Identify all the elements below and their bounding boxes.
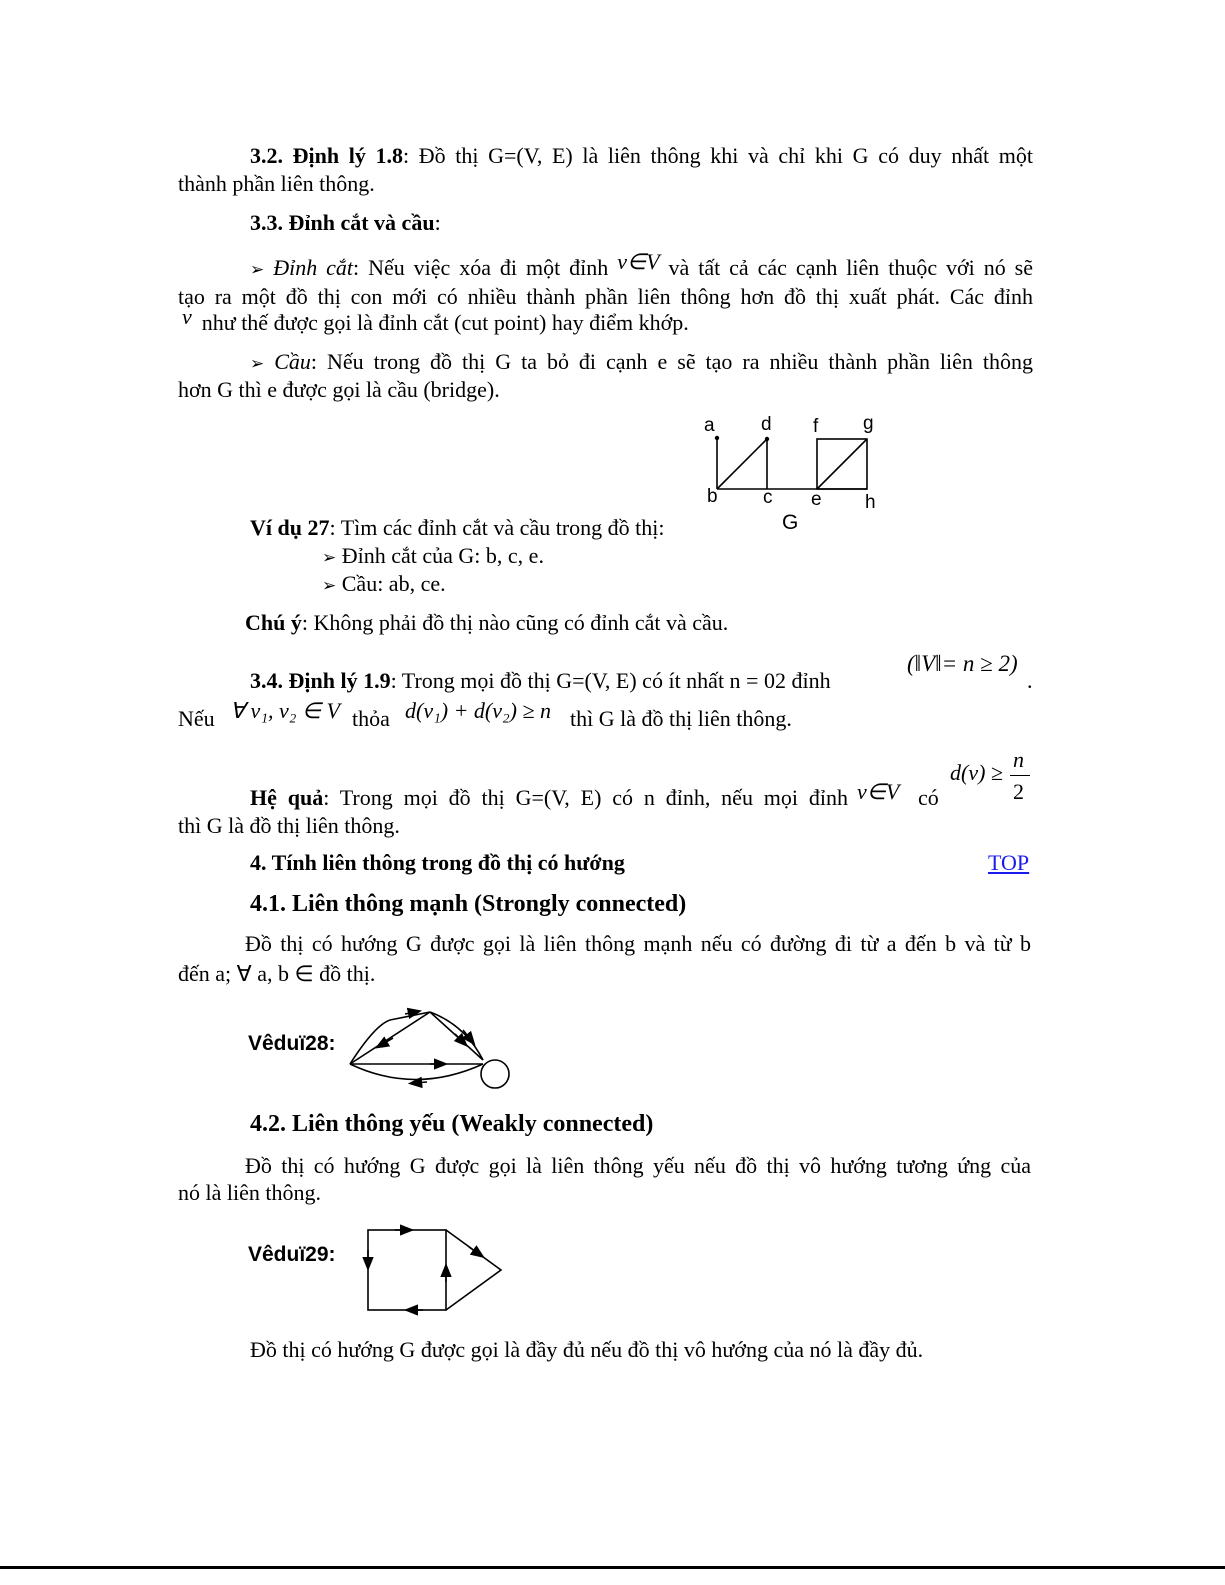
math-degree-sum: d(v₁) + d(v₂) ≥ n bbox=[405, 698, 552, 723]
label-e: e bbox=[811, 489, 822, 510]
label-d: d bbox=[761, 414, 772, 435]
theorem-1-9-dot: . bbox=[1027, 668, 1033, 693]
text-co: có bbox=[918, 785, 939, 810]
edge-bd bbox=[717, 439, 767, 489]
math-fraction-denominator: 2 bbox=[1013, 779, 1024, 804]
example-27-label: Ví dụ 27 bbox=[250, 515, 330, 540]
math-v-in-V-2: v∈V bbox=[857, 779, 900, 804]
text-thoa: thỏa bbox=[352, 706, 390, 731]
label-h: h bbox=[865, 492, 876, 513]
graph-g-figure bbox=[695, 405, 895, 540]
section-3-3-heading: 3.3. Đỉnh cắt và cầu: bbox=[250, 210, 441, 235]
label-f: f bbox=[813, 416, 819, 437]
self-loop bbox=[481, 1060, 509, 1088]
cut-point-term: Đỉnh cắt bbox=[273, 255, 354, 280]
bridge-definition-line2: hơn G thì e được gọi là cầu (bridge). bbox=[178, 377, 500, 402]
note-label: Chú ý bbox=[245, 610, 302, 635]
theorem-1-9-line1: 3.4. Định lý 1.9: Trong mọi đồ thị G=(V, E) có ít nhất n = 02 đỉnh bbox=[250, 668, 831, 693]
math-vertex-count-condition: (‖V‖= n ≥ 2) bbox=[907, 651, 1018, 676]
strongly-connected-line2: đến a; ∀ a, b ∈ đồ thị. bbox=[178, 961, 376, 986]
edge-eg bbox=[817, 439, 867, 489]
example-27-bridges: ➢ Cầu: ab, ce. bbox=[322, 571, 446, 596]
theorem-1-9-line2: Nếu bbox=[178, 706, 215, 731]
corollary-line1: Hệ quả: Trong mọi đồ thị G=(V, E) có n đỉnh, nếu mọi đỉnh bbox=[250, 785, 848, 810]
label-graph-name: G bbox=[782, 511, 799, 534]
theorem-1-8-line1: 3.2. Định lý 1.8: Đồ thị G=(V, E) là liên thông khi và chỉ khi G có duy nhất một bbox=[250, 143, 1033, 168]
square-cycle bbox=[368, 1230, 446, 1310]
edge-bottom bbox=[350, 1064, 483, 1080]
theorem-1-9-label: 3.4. Định lý 1.9 bbox=[250, 668, 391, 693]
math-v-in-V: v∈V bbox=[617, 249, 660, 274]
triangle-edges bbox=[446, 1230, 501, 1310]
corollary-line2: thì G là đồ thị liên thông. bbox=[178, 813, 400, 838]
theorem-1-8-line2: thành phần liên thông. bbox=[178, 171, 375, 196]
label-a: a bbox=[704, 415, 715, 436]
example-27-cut-points: ➢ Đỉnh cắt của G: b, c, e. bbox=[322, 543, 544, 568]
label-c: c bbox=[763, 487, 773, 508]
theorem-1-9-conclusion: thì G là đồ thị liên thông. bbox=[570, 706, 792, 731]
complete-digraph-definition: Đồ thị có hướng G được gọi là đầy đủ nếu đồ thị vô hướng của nó là đầy đủ. bbox=[250, 1337, 924, 1362]
page-bottom-border bbox=[0, 1566, 1225, 1569]
math-degree-bound: d(v) ≥ bbox=[950, 760, 1003, 785]
math-forall-v1-v2: ∀ v₁, v₂ ∈ V bbox=[230, 698, 340, 723]
label-b: b bbox=[707, 486, 718, 507]
cut-point-definition-line1: ➢ Đỉnh cắt: Nếu việc xóa đi một đỉnh v∈V và tất cả các cạnh liên thuộc với nó sẽ bbox=[250, 249, 1033, 280]
theorem-1-8-label: 3.2. Định lý 1.8 bbox=[250, 143, 403, 168]
example-28-digraph bbox=[335, 1000, 525, 1105]
vertex-d bbox=[765, 437, 769, 441]
cut-point-definition-line2: tạo ra một đồ thị con mới có nhiều thành phần liên thông hơn đồ thị xuất phát. Các đỉnh bbox=[178, 284, 1033, 309]
math-fraction-numerator: n bbox=[1013, 747, 1024, 772]
example-29-digraph bbox=[355, 1220, 515, 1320]
weakly-connected-line2: nó là liên thông. bbox=[178, 1180, 321, 1205]
example-29-label: Vêduï29: bbox=[248, 1243, 336, 1266]
section-4-heading: 4. Tính liên thông trong đồ thị có hướng bbox=[250, 850, 625, 875]
math-fraction-bar bbox=[1010, 775, 1030, 776]
note-line: Chú ý: Không phải đồ thị nào cũng có đỉnh cắt và cầu. bbox=[245, 610, 729, 635]
bridge-definition-line1: ➢ Cầu: Nếu trong đồ thị G ta bỏ đi cạnh e sẽ tạo ra nhiều thành phần liên thông bbox=[250, 349, 1034, 374]
top-link[interactable]: TOP bbox=[988, 850, 1030, 875]
example-27-line: Ví dụ 27: Tìm các đỉnh cắt và cầu trong đồ thị: bbox=[250, 515, 665, 540]
strongly-connected-line1: Đồ thị có hướng G được gọi là liên thông mạnh nếu có đường đi từ a đến b và từ b bbox=[245, 931, 1031, 956]
bridge-term: Cầu bbox=[274, 349, 311, 374]
vertex-a bbox=[715, 436, 719, 440]
section-4-2-heading: 4.2. Liên thông yếu (Weakly connected) bbox=[250, 1111, 654, 1137]
label-g: g bbox=[863, 413, 874, 434]
example-28-label: Vêduï28: bbox=[248, 1032, 336, 1055]
section-4-1-heading: 4.1. Liên thông mạnh (Strongly connected) bbox=[250, 891, 687, 917]
cut-point-definition-line3: v như thế được gọi là đỉnh cắt (cut point) hay điểm khớp. bbox=[182, 304, 689, 335]
corollary-label: Hệ quả bbox=[250, 785, 324, 810]
weakly-connected-line1: Đồ thị có hướng G được gọi là liên thông yếu nếu đồ thị vô hướng tương ứng của bbox=[245, 1153, 1031, 1178]
